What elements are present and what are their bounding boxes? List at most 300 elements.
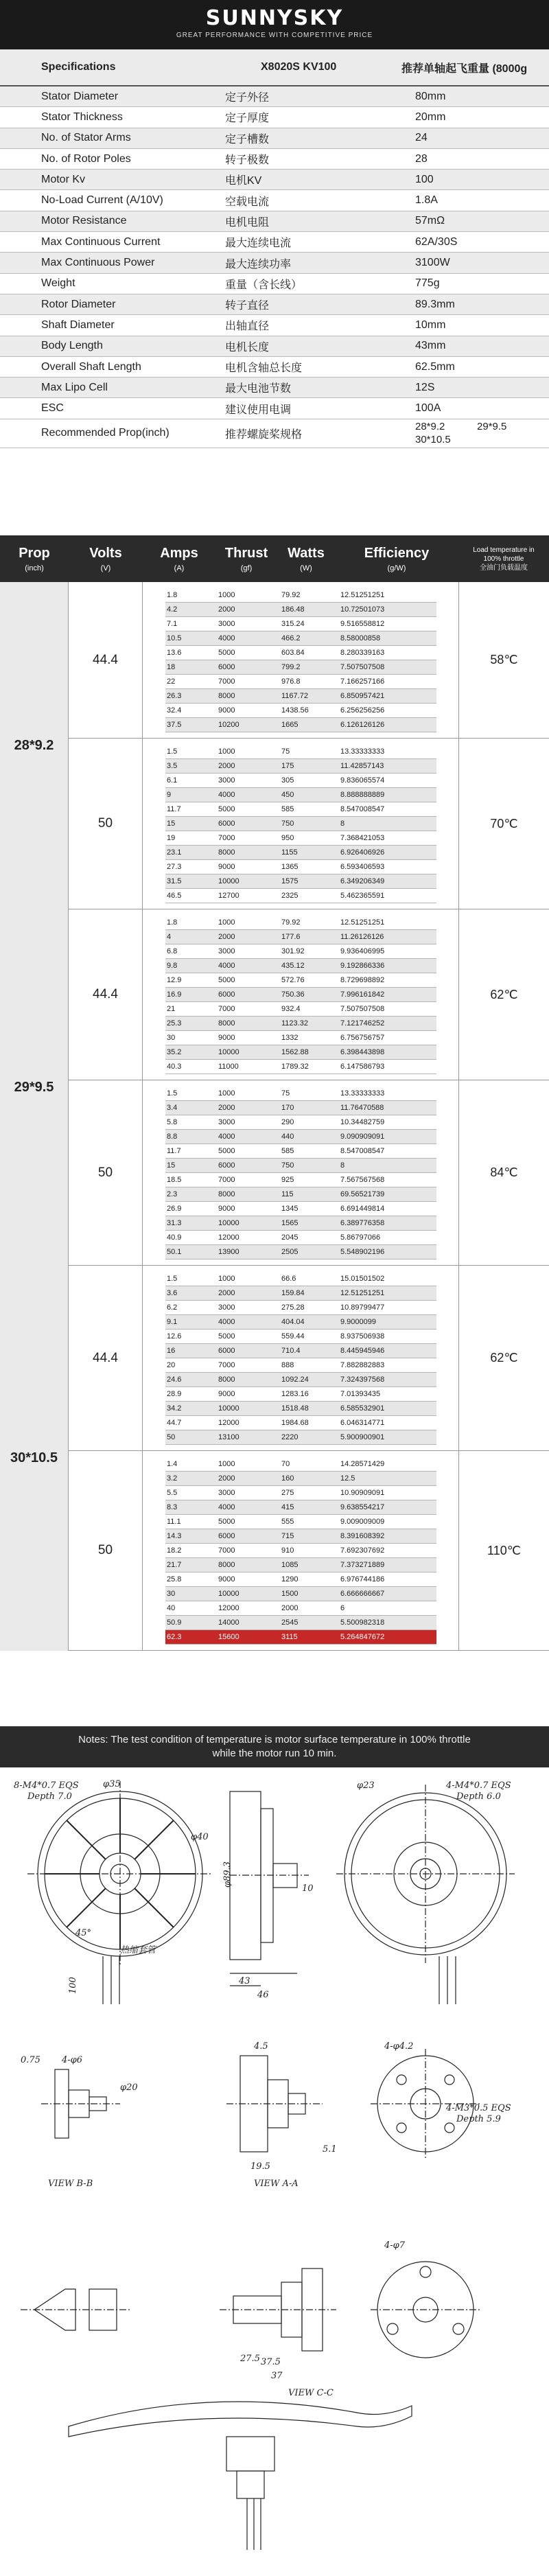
perf-efficiency: 9.090909091 (340, 1133, 385, 1141)
perf-data-row (165, 774, 436, 788)
perf-efficiency: 5.264847672 (340, 1633, 385, 1641)
perf-watts: 301.92 (281, 947, 305, 955)
perf-watts: 1345 (281, 1205, 299, 1213)
perf-efficiency: 7.373271889 (340, 1561, 385, 1569)
perf-amps: 16.9 (167, 990, 182, 999)
perf-watts: 750 (281, 1161, 294, 1170)
perf-thrust: 6000 (218, 663, 235, 671)
perf-watts: 1365 (281, 863, 299, 871)
perf-thrust: 12000 (218, 1419, 240, 1427)
perf-data-row (165, 603, 436, 617)
perf-head-eff-label: Efficiency (364, 545, 430, 561)
perf-watts: 2000 (281, 1604, 299, 1612)
perf-thrust: 6000 (218, 820, 235, 828)
perf-volts-cell: 44.4 (69, 1266, 143, 1450)
spec-value: 1.8A (415, 194, 438, 207)
spec-value: 24 (415, 132, 428, 144)
label-holes-b: 8-M4*0.7 EQS (14, 1780, 79, 1791)
spec-value: 62.5mm (415, 360, 455, 373)
brand-header (0, 0, 549, 49)
perf-watts: 932.4 (281, 1005, 301, 1013)
spec-row (0, 107, 549, 128)
perf-thrust: 8000 (218, 1376, 235, 1384)
perf-amps: 30 (167, 1034, 176, 1042)
perf-data-row (165, 889, 436, 903)
perf-temp-cell: 62℃ (458, 1266, 549, 1450)
perf-thrust: 15600 (218, 1633, 240, 1641)
perf-thrust: 8000 (218, 1190, 235, 1198)
perf-thrust: 7000 (218, 1005, 235, 1013)
label-dim-43: 43 (239, 1976, 250, 1986)
label-dim-7: 4-φ7 (384, 2240, 406, 2251)
perf-thrust: 10000 (218, 1404, 240, 1413)
perf-efficiency: 7.507507508 (340, 1005, 385, 1013)
perf-efficiency: 6.147586793 (340, 1063, 385, 1071)
perf-data-rows (165, 588, 436, 732)
perf-data-row (165, 1486, 436, 1500)
perf-amps: 11.7 (167, 805, 181, 813)
label-view-aa: VIEW A-A (254, 2179, 299, 2189)
perf-thrust: 5000 (218, 1518, 235, 1526)
perf-data-row (165, 718, 436, 732)
perf-efficiency: 13.33333333 (340, 1089, 385, 1098)
perf-watts: 66.6 (281, 1275, 296, 1283)
perf-watts: 450 (281, 791, 294, 799)
perf-head-thrust-unit: (gf) (240, 564, 253, 572)
perf-efficiency: 5.548902196 (340, 1248, 385, 1256)
perf-amps: 50.9 (167, 1618, 182, 1627)
perf-head-prop-unit: (inch) (25, 564, 44, 572)
perf-watts: 585 (281, 805, 294, 813)
perf-header-row (0, 535, 549, 582)
label-dim-45b: 4.5 (254, 2041, 268, 2052)
perf-efficiency: 8.729698892 (340, 976, 385, 984)
perf-amps: 50.1 (167, 1248, 182, 1256)
spec-prop-label: Recommended Prop(inch) (41, 427, 170, 439)
spec-row (0, 170, 549, 190)
perf-amps: 6.1 (167, 776, 178, 785)
spec-value: 43mm (415, 340, 446, 352)
perf-data-row (165, 959, 436, 973)
perf-watts: 435.12 (281, 962, 305, 970)
perf-watts: 559.44 (281, 1332, 305, 1341)
perf-amps: 3.2 (167, 1474, 178, 1483)
perf-amps: 31.3 (167, 1219, 182, 1227)
perf-efficiency: 5.86797066 (340, 1233, 381, 1242)
perf-thrust: 1000 (218, 591, 235, 599)
perf-amps: 19 (167, 834, 176, 842)
perf-amps: 9.8 (167, 962, 178, 970)
perf-amps: 21.7 (167, 1561, 182, 1569)
perf-data-row (165, 1130, 436, 1144)
perf-thrust: 3000 (218, 1489, 235, 1497)
perf-thrust: 1000 (218, 1460, 235, 1468)
perf-amps: 8.3 (167, 1503, 178, 1511)
perf-data-row (165, 1173, 436, 1187)
perf-thrust: 7000 (218, 1546, 235, 1555)
perf-head-watts-unit: (W) (300, 564, 312, 572)
perf-data-row (165, 1515, 436, 1529)
perf-data-row (165, 1544, 436, 1558)
note-line-2: while the motor run 10 min. (212, 1748, 337, 1759)
perf-watts: 976.8 (281, 677, 301, 686)
perf-amps: 32.4 (167, 706, 182, 715)
perf-head-temp (458, 535, 549, 582)
label-dim-10: 10 (302, 1883, 314, 1894)
perf-head-amps (143, 535, 215, 582)
view-aa-drawing (226, 2056, 323, 2152)
perf-efficiency: 6.585532901 (340, 1404, 385, 1413)
perf-data-row (165, 930, 436, 944)
perf-amps: 30 (167, 1590, 176, 1598)
perf-watts: 160 (281, 1474, 294, 1483)
perf-efficiency: 6.976744186 (340, 1575, 385, 1583)
perf-watts: 79.92 (281, 918, 301, 927)
perf-data-row (165, 1002, 436, 1017)
spec-row (0, 336, 549, 357)
perf-thrust: 10000 (218, 877, 240, 885)
perf-amps: 13.6 (167, 649, 182, 657)
perf-data-row (165, 1144, 436, 1159)
spec-row (0, 86, 549, 107)
perf-efficiency: 7.567567568 (340, 1176, 385, 1184)
perf-watts: 1665 (281, 721, 299, 729)
perf-thrust: 9000 (218, 1390, 235, 1398)
perf-amps: 25.3 (167, 1019, 182, 1028)
spec-name: Weight (41, 277, 75, 290)
perf-prop-cell: 30*10.5 (0, 1266, 69, 1651)
perf-amps: 5.8 (167, 1118, 178, 1126)
perf-efficiency: 14.28571429 (340, 1460, 385, 1468)
side-view-drawing (230, 1791, 309, 1986)
perf-efficiency: 9.9000099 (340, 1318, 376, 1326)
perf-watts: 2505 (281, 1248, 299, 1256)
perf-amps: 28.9 (167, 1390, 182, 1398)
perf-watts: 290 (281, 1118, 294, 1126)
perf-voltage-group (69, 1266, 549, 1451)
perf-data-row (165, 617, 436, 631)
perf-temp-cell: 58℃ (458, 582, 549, 738)
perf-head-prop-label: Prop (19, 545, 50, 561)
perf-thrust: 4000 (218, 1503, 235, 1511)
view-bb-drawing (41, 2069, 120, 2138)
perf-amps: 35.2 (167, 1048, 182, 1056)
spec-name-cn: 定子外径 (225, 92, 270, 104)
perf-thrust: 5000 (218, 649, 235, 657)
spec-name: Motor Kv (41, 173, 86, 185)
bottom-view-drawing (27, 1781, 213, 2004)
perf-efficiency: 9.192866336 (340, 962, 385, 970)
perf-thrust: 2000 (218, 1104, 235, 1112)
perf-watts: 275.28 (281, 1303, 305, 1312)
top-view-drawing (336, 1785, 515, 2004)
label-dim-depth59: Depth 5.9 (456, 2114, 501, 2124)
spec-name-cn: 定子槽数 (225, 133, 270, 146)
perf-data-row (165, 817, 436, 831)
perf-amps: 11.1 (167, 1518, 181, 1526)
perf-data-row (165, 631, 436, 646)
perf-amps: 2.3 (167, 1190, 178, 1198)
perf-temp-cell: 110℃ (458, 1451, 549, 1650)
perf-head-eff (335, 535, 458, 582)
label-dim-100: 100 (68, 1977, 78, 1994)
perf-data-rows (165, 1457, 436, 1645)
perf-efficiency: 7.692307692 (340, 1546, 385, 1555)
spec-value: 57mΩ (415, 215, 445, 227)
perf-data-row (165, 675, 436, 689)
perf-thrust: 10000 (218, 1219, 240, 1227)
perf-thrust: 1000 (218, 747, 235, 756)
perf-amps: 1.8 (167, 918, 178, 927)
perf-thrust: 8000 (218, 848, 235, 857)
label-dim-40: φ40 (191, 1832, 209, 1842)
perf-efficiency: 6.691449814 (340, 1205, 385, 1213)
spec-value: 28 (415, 152, 428, 165)
perf-watts: 440 (281, 1133, 294, 1141)
spec-row (0, 378, 549, 398)
perf-data-row (165, 689, 436, 704)
perf-thrust: 3000 (218, 1118, 235, 1126)
perf-amps: 1.5 (167, 747, 178, 756)
perf-amps: 18.5 (167, 1176, 182, 1184)
perf-amps: 20 (167, 1361, 176, 1369)
spec-name-cn: 转子极数 (225, 154, 270, 167)
perf-data-row (165, 588, 436, 603)
perf-efficiency: 15.01501502 (340, 1275, 385, 1283)
spec-value: 62A/30S (415, 235, 458, 248)
perf-amps: 4 (167, 933, 172, 941)
perf-efficiency: 7.882882883 (340, 1361, 385, 1369)
spec-value: 100A (415, 402, 441, 415)
note-line-1: Notes: The test condition of temperature is motor surface temperature in 100% throttle (78, 1734, 471, 1745)
perf-watts: 177.6 (281, 933, 301, 941)
spec-name-cn: 建议使用电调 (225, 404, 292, 416)
perf-watts: 1167.72 (281, 692, 308, 700)
perf-efficiency: 12.51251251 (340, 591, 385, 599)
perf-data-row (165, 1245, 436, 1260)
spec-row (0, 232, 549, 253)
test-note (0, 1726, 549, 1767)
perf-watts: 555 (281, 1518, 294, 1526)
label-dim-6: 4-φ6 (62, 2055, 83, 2065)
label-dim-42: 4-φ4.2 (384, 2041, 414, 2052)
spec-name-cn: 电机长度 (225, 341, 270, 353)
perf-data-row (165, 759, 436, 774)
perf-efficiency: 8.937506938 (340, 1332, 385, 1341)
perf-efficiency: 6.398443898 (340, 1048, 385, 1056)
perf-temp-cell: 62℃ (458, 909, 549, 1080)
perf-efficiency: 8 (340, 820, 345, 828)
perf-efficiency: 13.33333333 (340, 747, 385, 756)
perf-volts-cell: 44.4 (69, 582, 143, 738)
perf-thrust: 6000 (218, 1161, 235, 1170)
perf-data-row (165, 1017, 436, 1031)
perf-watts: 1500 (281, 1590, 299, 1598)
view-cc-drawing (220, 2268, 336, 2351)
spec-row (0, 253, 549, 273)
spec-name: Stator Diameter (41, 90, 119, 102)
perf-amps: 10.5 (167, 634, 182, 642)
perf-amps: 40.3 (167, 1063, 182, 1071)
perf-watts: 170 (281, 1104, 294, 1112)
perf-efficiency: 6.046314771 (340, 1419, 385, 1427)
perf-watts: 175 (281, 762, 294, 770)
perf-efficiency: 11.76470588 (340, 1104, 384, 1112)
perf-amps: 62.3 (167, 1633, 182, 1641)
label-dim-23: φ23 (357, 1780, 375, 1791)
perf-watts: 115 (281, 1190, 294, 1198)
spec-value: 20mm (415, 111, 446, 123)
perf-efficiency: 12.5 (340, 1474, 355, 1483)
perf-efficiency: 8.547008547 (340, 805, 385, 813)
perf-watts: 572.76 (281, 976, 305, 984)
perf-efficiency: 6.593406593 (340, 863, 385, 871)
perf-head-amps-unit: (A) (174, 564, 185, 572)
perf-watts: 2220 (281, 1433, 299, 1441)
perf-watts: 950 (281, 834, 294, 842)
technical-drawings (0, 1767, 549, 2573)
label-dim-37: 37 (271, 2371, 283, 2381)
perf-thrust: 12000 (218, 1604, 240, 1612)
perf-data-row (165, 846, 436, 860)
perf-amps: 18 (167, 663, 176, 671)
spec-name-cn: 电机电阻 (225, 216, 270, 229)
spec-name-cn: 最大连续电流 (225, 237, 292, 250)
spec-prop-v1: 28*9.2 (415, 421, 445, 433)
perf-prop-cell: 28*9.2 (0, 582, 69, 909)
perf-data-row (165, 1187, 436, 1202)
perf-data-row (165, 860, 436, 874)
perf-data-row (165, 1457, 436, 1472)
perf-thrust: 9000 (218, 1034, 235, 1042)
perf-watts: 2325 (281, 892, 299, 900)
perf-volts-cell: 50 (69, 1451, 143, 1650)
perf-amps: 1.8 (167, 591, 178, 599)
spec-row (0, 274, 549, 294)
perf-efficiency: 12.51251251 (340, 918, 385, 927)
perf-voltage-group (69, 739, 549, 909)
perf-data-row (165, 745, 436, 759)
spec-rows (0, 86, 549, 419)
perf-voltage-group (69, 909, 549, 1080)
spec-prop-row (0, 419, 549, 448)
perf-amps: 25.8 (167, 1575, 182, 1583)
perf-amps: 6.2 (167, 1303, 178, 1312)
perf-efficiency: 6 (340, 1604, 345, 1612)
perf-efficiency: 8 (340, 1161, 345, 1170)
perf-efficiency: 7.324397568 (340, 1376, 385, 1384)
spec-name: No. of Stator Arms (41, 132, 131, 144)
perf-amps: 7.1 (167, 620, 178, 628)
perf-watts: 1789.32 (281, 1063, 309, 1071)
spec-value: 80mm (415, 90, 446, 102)
perf-amps: 11.7 (167, 1147, 181, 1155)
perf-data-row (165, 1529, 436, 1544)
perf-amps: 9.1 (167, 1318, 178, 1326)
perf-efficiency: 8.888888889 (340, 791, 385, 799)
perf-thrust: 7000 (218, 677, 235, 686)
spec-prop-v2: 29*9.5 (477, 421, 507, 433)
perf-thrust: 2000 (218, 933, 235, 941)
perf-data-row (165, 1231, 436, 1245)
perf-efficiency: 5.900900901 (340, 1433, 385, 1441)
perf-efficiency: 8.547008547 (340, 1147, 385, 1155)
spec-name-cn: 最大连续功率 (225, 258, 292, 270)
perf-efficiency: 9.009009009 (340, 1518, 385, 1526)
label-dim-20: φ20 (120, 2082, 138, 2093)
perf-efficiency: 8.58000858 (340, 634, 381, 642)
perf-temp-cell: 70℃ (458, 739, 549, 909)
perf-head-volts-unit: (V) (100, 564, 111, 572)
perf-efficiency: 6.126126126 (340, 721, 385, 729)
perf-data-rows (165, 745, 436, 903)
spec-prop-v3: 30*10.5 (415, 434, 451, 446)
perf-data-rows (165, 1272, 436, 1445)
perf-watts: 275 (281, 1489, 294, 1497)
label-dim-275: 27.5 (240, 2354, 260, 2364)
perf-thrust: 3000 (218, 620, 235, 628)
perf-amps: 31.5 (167, 877, 182, 885)
spec-value: 100 (415, 173, 434, 185)
perf-watts: 315.24 (281, 620, 305, 628)
perf-amps: 24.6 (167, 1376, 182, 1384)
perf-watts: 710.4 (281, 1347, 301, 1355)
spec-row (0, 398, 549, 419)
spec-row (0, 315, 549, 336)
perf-thrust: 2000 (218, 1289, 235, 1297)
perf-watts: 603.84 (281, 649, 305, 657)
drawing-svg (0, 1767, 549, 2573)
spec-header-label: Specifications (41, 61, 116, 73)
spec-name: Max Continuous Power (41, 257, 155, 269)
perf-data-row (165, 1344, 436, 1358)
perf-thrust: 10200 (218, 721, 240, 729)
perf-watts: 715 (281, 1532, 294, 1540)
perf-data-row (165, 944, 436, 959)
perf-head-prop (0, 535, 69, 582)
perf-data-row (165, 1601, 436, 1616)
perf-amps: 21 (167, 1005, 176, 1013)
perf-data-row (165, 1272, 436, 1286)
perf-efficiency: 6.666666667 (340, 1590, 385, 1598)
perf-efficiency: 9.936406995 (340, 947, 385, 955)
perf-thrust: 4000 (218, 791, 235, 799)
perf-thrust: 7000 (218, 1176, 235, 1184)
perf-prop-cell: 29*9.5 (0, 909, 69, 1266)
label-view-cc: VIEW C-C (288, 2388, 334, 2398)
perf-data-row (165, 1387, 436, 1402)
perf-thrust: 4000 (218, 1318, 235, 1326)
perf-watts: 750 (281, 820, 294, 828)
perf-watts: 415 (281, 1503, 294, 1511)
perf-efficiency: 5.462365591 (340, 892, 385, 900)
perf-thrust: 2000 (218, 1474, 235, 1483)
label-dim-46: 46 (257, 1990, 269, 2000)
perf-efficiency: 8.391608392 (340, 1532, 385, 1540)
perf-thrust: 8000 (218, 1019, 235, 1028)
perf-temp-cell: 84℃ (458, 1080, 549, 1265)
perf-watts: 1565 (281, 1219, 299, 1227)
perf-thrust: 10000 (218, 1048, 240, 1056)
perf-watts: 1155 (281, 848, 298, 857)
perf-efficiency: 6.926406926 (340, 848, 385, 857)
perf-data-row (165, 1060, 436, 1074)
perf-watts: 750.36 (281, 990, 305, 999)
perf-watts: 1984.68 (281, 1419, 309, 1427)
perf-watts: 799.2 (281, 663, 301, 671)
perf-data-row (165, 973, 436, 988)
perf-data-row (165, 1330, 436, 1344)
